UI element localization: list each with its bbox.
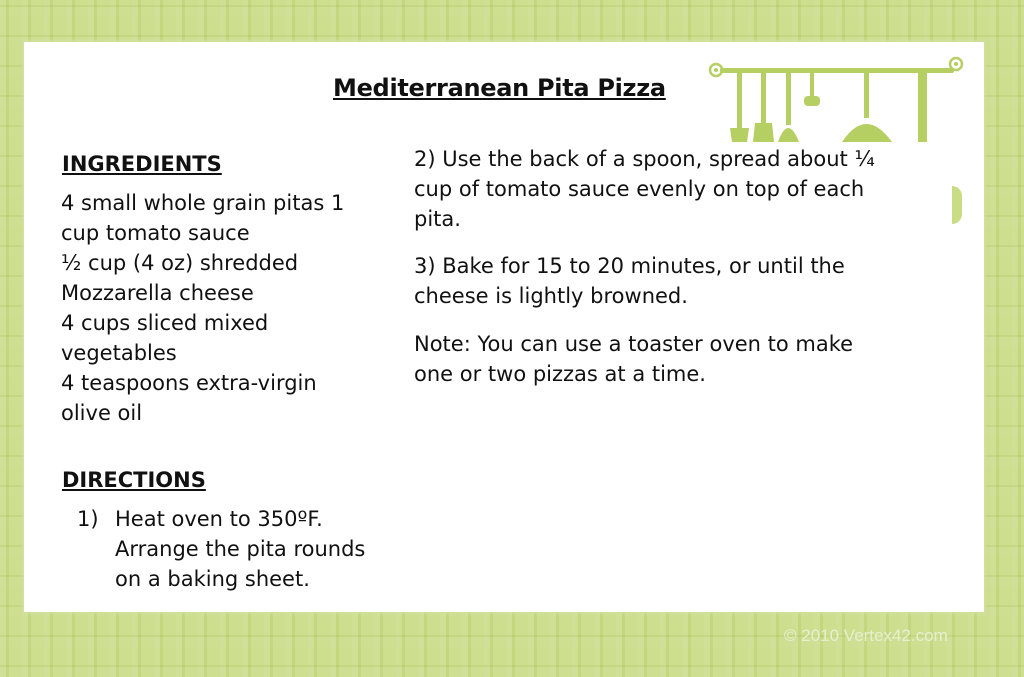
step-number: 1) <box>77 507 99 531</box>
direction-step-2 <box>414 144 954 234</box>
copyright-notice: © 2010 Vertex42.com <box>784 626 948 645</box>
ingredient-line: 4 cups sliced mixed <box>61 311 269 335</box>
step-line: pita. <box>414 207 461 231</box>
step-line: Heat oven to 350ºF. <box>115 507 323 531</box>
note-line: Note: You can use a toaster oven to make <box>414 332 854 356</box>
recipe-title: Mediterranean Pita Pizza <box>333 74 666 102</box>
ingredient-line: cup tomato sauce <box>61 221 250 245</box>
kitchen-utensils-icon <box>706 54 966 146</box>
step-line: 3) Bake for 15 to 20 minutes, or until the <box>414 254 845 278</box>
step-text <box>115 504 365 594</box>
ingredients-list <box>61 188 379 428</box>
ingredient-line: vegetables <box>61 341 177 365</box>
ingredient-line: ½ cup (4 oz) shredded <box>61 251 299 275</box>
recipe-note <box>414 329 954 389</box>
direction-step-3 <box>414 251 954 311</box>
step-line: 2) Use the back of a spoon, spread about ¼ <box>414 147 875 171</box>
step-line: cup of tomato sauce evenly on top of each <box>414 177 865 201</box>
step-line: Arrange the pita rounds <box>115 537 366 561</box>
step-line: on a baking sheet. <box>115 567 310 591</box>
ingredient-line: 4 teaspoons extra-virgin <box>61 371 317 395</box>
ingredient-line: 4 small whole grain pitas 1 <box>61 191 345 215</box>
step-line: cheese is lightly browned. <box>414 284 688 308</box>
note-line: one or two pizzas at a time. <box>414 362 706 386</box>
directions-heading: DIRECTIONS <box>62 468 206 492</box>
ingredient-line: olive oil <box>61 401 143 425</box>
ingredient-line: Mozzarella cheese <box>61 281 254 305</box>
ingredients-heading: INGREDIENTS <box>62 152 222 176</box>
